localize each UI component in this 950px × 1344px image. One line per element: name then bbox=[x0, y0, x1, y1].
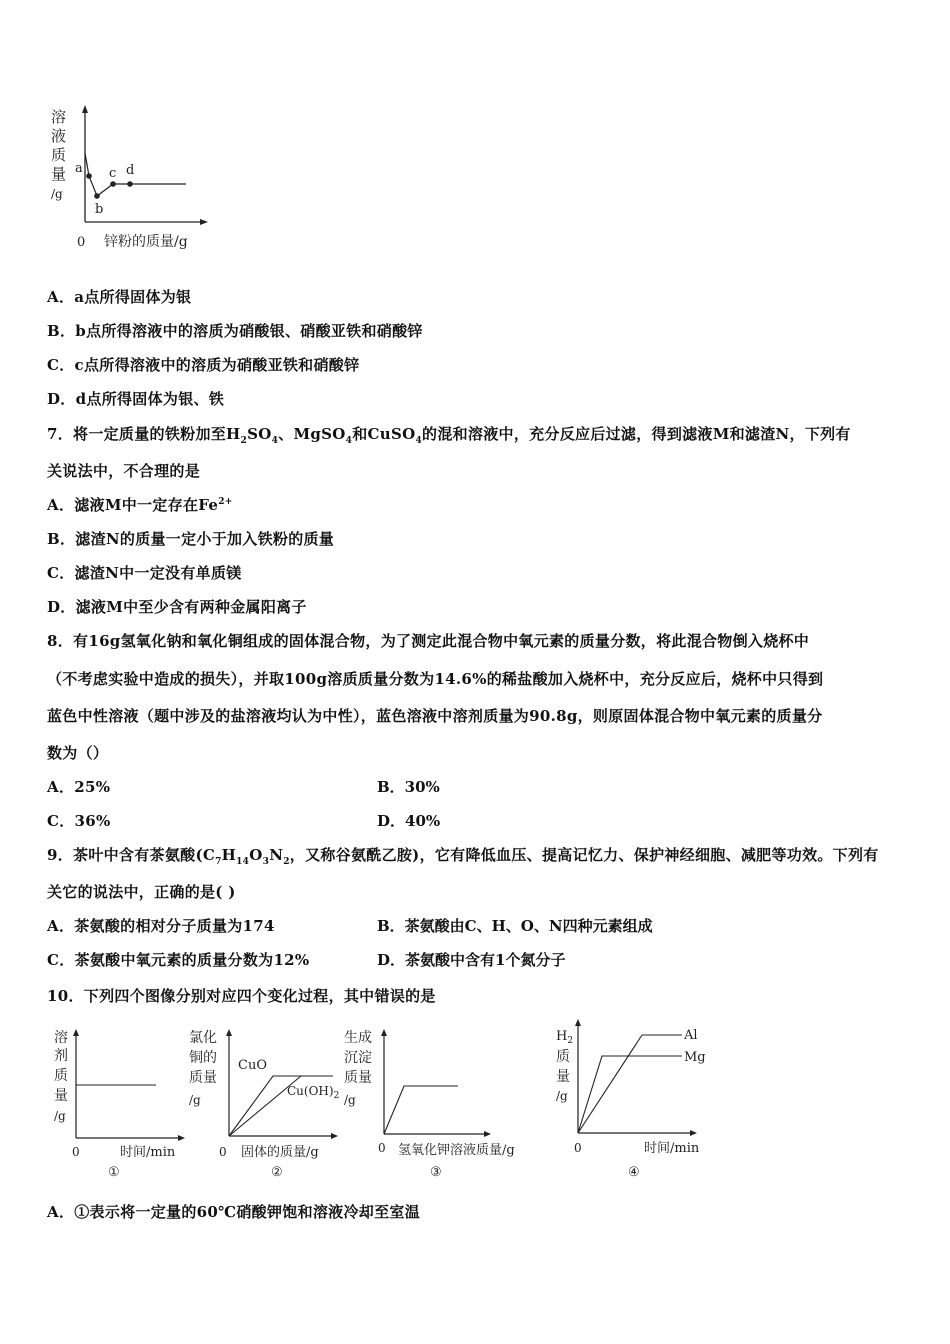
label-d: d bbox=[126, 163, 135, 178]
svg-text:质量: 质量 bbox=[344, 1070, 372, 1086]
q6-option-c: C．c点所得溶液中的溶质为硝酸亚铁和硝酸锌 bbox=[47, 356, 360, 374]
figure-zinc-graph bbox=[40, 98, 230, 258]
q9-option-d: D．茶氨酸中含有1个氮分子 bbox=[377, 951, 566, 969]
svg-text:Cu(OH)2: $Cu(OH)_2$ bbox=[287, 1084, 340, 1101]
label-b: b bbox=[95, 202, 104, 217]
y-axis-label: 溶 bbox=[51, 108, 67, 126]
x-axis-label: 锌粉的质量/g bbox=[104, 234, 188, 250]
graph-number: ④ bbox=[628, 1165, 640, 1180]
label-a: a bbox=[75, 161, 83, 176]
figure-graph-2 bbox=[183, 1022, 353, 1182]
svg-text:CuO: CuO bbox=[238, 1058, 267, 1073]
graph-number: ① bbox=[108, 1165, 120, 1180]
q8-option-b: B．30% bbox=[377, 778, 440, 796]
svg-text:质: 质 bbox=[556, 1049, 570, 1065]
svg-text:0: 0 bbox=[72, 1145, 80, 1159]
svg-text:氯化: 氯化 bbox=[189, 1030, 217, 1046]
point-b bbox=[94, 193, 100, 199]
svg-text:0: 0 bbox=[574, 1141, 582, 1155]
q8-option-c: C．36% bbox=[47, 812, 111, 830]
point-c bbox=[110, 181, 116, 187]
q6-option-a: A．a点所得固体为银 bbox=[47, 288, 192, 306]
svg-text:质量: 质量 bbox=[189, 1070, 217, 1086]
graph-number: ③ bbox=[430, 1165, 442, 1180]
q8-stem-line1: 8．有16g氢氧化钠和氧化铜组成的固体混合物，为了测定此混合物中氧元素的质量分数，将此混合物倒入烧杯中 bbox=[47, 632, 810, 650]
svg-text:生成: 生成 bbox=[344, 1030, 372, 1046]
q8-stem-line4: 数为（） bbox=[47, 744, 109, 762]
q10-option-a: A．①表示将一定量的60℃硝酸钾饱和溶液冷却至室温 bbox=[47, 1203, 420, 1221]
svg-text:时间/min: 时间/min bbox=[644, 1141, 700, 1156]
q9-stem-line1: 9．茶叶中含有茶氨酸($C_7H_{14}O_3N_2$，又称谷氨酰乙胺)，它有降低血压、提高记忆力、保护神经细胞、减肥等功效。下列有 bbox=[47, 846, 879, 867]
q7-option-a: A．滤液M中一定存在$Fe^{2+}$ bbox=[47, 496, 233, 514]
y-axis-label: /g bbox=[51, 187, 63, 201]
point-a bbox=[86, 173, 92, 179]
svg-text:/g: /g bbox=[344, 1093, 356, 1107]
graph-number: ② bbox=[271, 1165, 283, 1180]
q9-option-a: A．茶氨酸的相对分子质量为174 bbox=[47, 917, 275, 935]
svg-text:Mg: Mg bbox=[684, 1050, 706, 1065]
svg-text:时间/min: 时间/min bbox=[120, 1145, 176, 1160]
q7-stem-line2: 关说法中，不合理的是 bbox=[47, 462, 201, 480]
svg-text:H2: $H_2$ bbox=[556, 1029, 574, 1046]
origin-label: 0 bbox=[77, 235, 86, 250]
q8-stem-line2: （不考虑实验中造成的损失），并取100g溶质质量分数为14.6%的稀盐酸加入烧杯中，充分反应后，烧杯中只得到 bbox=[47, 670, 824, 688]
figure-graph-1 bbox=[48, 1022, 198, 1182]
q7-option-b: B．滤渣N的质量一定小于加入铁粉的质量 bbox=[47, 530, 335, 548]
q6-option-b: B．b点所得溶液中的溶质为硝酸银、硝酸亚铁和硝酸锌 bbox=[47, 322, 423, 340]
q10-stem: 10．下列四个图像分别对应四个变化过程，其中错误的是 bbox=[47, 987, 436, 1005]
svg-text:溶: 溶 bbox=[54, 1030, 68, 1046]
q8-stem-line3: 蓝色中性溶液（题中涉及的盐溶液均认为中性），蓝色溶液中溶剂质量为90.8g，则原固体混合物中氧元素的质量分 bbox=[47, 707, 823, 725]
y-axis-label: 液 bbox=[51, 127, 67, 145]
svg-text:0: 0 bbox=[219, 1145, 227, 1159]
figure-graph-4 bbox=[552, 1016, 722, 1182]
svg-text:量: 量 bbox=[54, 1088, 68, 1104]
svg-text:质: 质 bbox=[54, 1068, 68, 1084]
q6-option-d: D．d点所得固体为银、铁 bbox=[47, 390, 225, 408]
svg-text:剂: 剂 bbox=[54, 1048, 68, 1064]
q9-stem-line2: 关它的说法中，正确的是( ) bbox=[47, 883, 236, 901]
svg-text:沉淀: 沉淀 bbox=[344, 1050, 372, 1066]
q7-stem-line1: 7．将一定质量的铁粉加至$H_2SO_4$、MgSO$_4$和CuSO$_4$的混和溶液中，充分反应后过滤，得到滤液M和滤渣N，下列有 bbox=[47, 425, 851, 446]
svg-text:铜的: 铜的 bbox=[189, 1050, 217, 1066]
series-mg bbox=[578, 1056, 682, 1133]
q9-option-c: C．茶氨酸中氧元素的质量分数为12% bbox=[47, 951, 310, 969]
svg-text:量: 量 bbox=[556, 1069, 570, 1085]
y-axis-label: 量 bbox=[51, 165, 67, 183]
q8-option-a: A．25% bbox=[47, 778, 111, 796]
svg-text:0: 0 bbox=[378, 1141, 386, 1155]
svg-text:氢氧化钾溶液质量/g: 氢氧化钾溶液质量/g bbox=[398, 1143, 515, 1158]
series-line bbox=[384, 1086, 458, 1134]
svg-text:/g: /g bbox=[189, 1093, 201, 1107]
q7-option-c: C．滤渣N中一定没有单质镁 bbox=[47, 564, 242, 582]
point-d bbox=[127, 181, 133, 187]
y-axis-label: 质 bbox=[51, 146, 67, 164]
svg-text:/g: /g bbox=[556, 1089, 568, 1103]
q9-option-b: B．茶氨酸由C、H、O、N四种元素组成 bbox=[377, 917, 653, 935]
figure-graph-3 bbox=[340, 1022, 550, 1182]
svg-text:Al: Al bbox=[684, 1028, 698, 1043]
svg-text:/g: /g bbox=[54, 1109, 66, 1123]
svg-text:固体的质量/g: 固体的质量/g bbox=[241, 1145, 319, 1160]
q7-option-d: D．滤液M中至少含有两种金属阳离子 bbox=[47, 598, 307, 616]
q8-option-d: D．40% bbox=[377, 812, 441, 830]
label-c: c bbox=[109, 166, 117, 181]
